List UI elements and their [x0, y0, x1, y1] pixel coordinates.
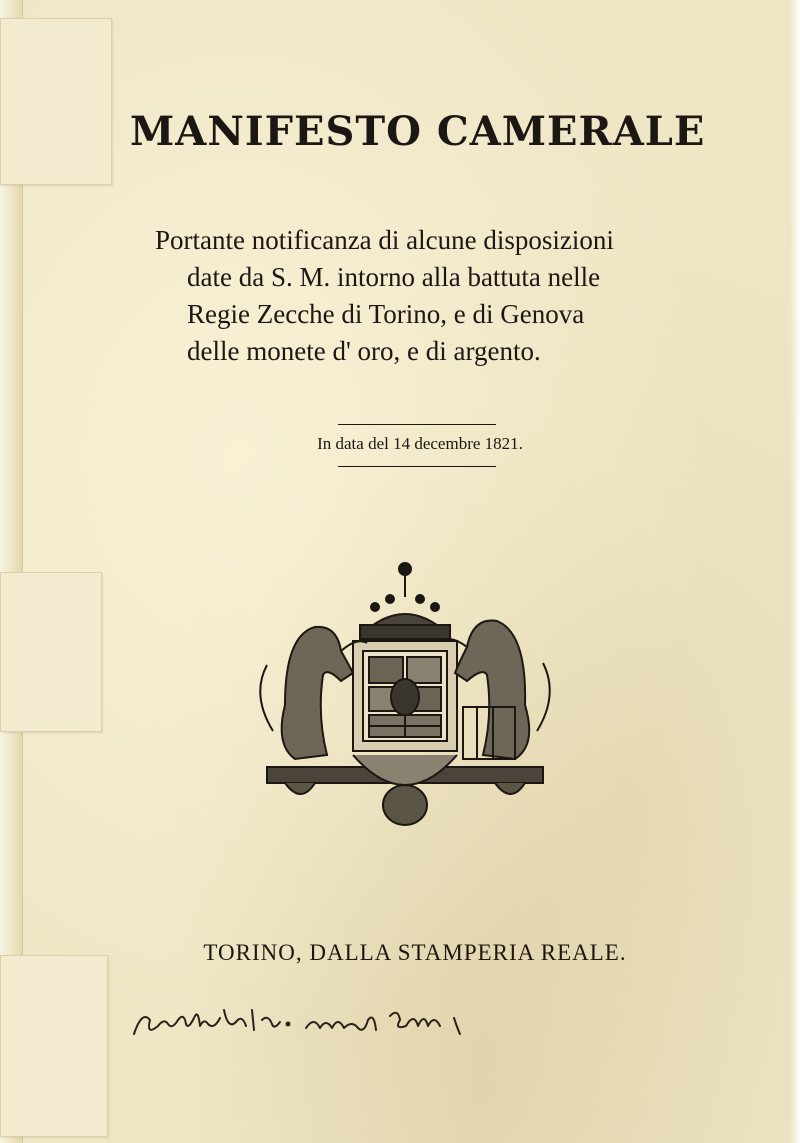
divider-rule-top	[338, 424, 496, 425]
document-title: MANIFESTO CAMERALE	[130, 108, 706, 155]
paper-tab-top	[0, 18, 112, 185]
paper-tab-bottom	[0, 955, 108, 1137]
paper-tab-middle	[0, 572, 102, 732]
coat-of-arms-emblem	[245, 555, 565, 835]
handwritten-signature	[128, 990, 488, 1050]
description-line: Portante notificanza di alcune disposizioni	[155, 225, 614, 255]
description-line: Regie Zecche di Torino, e di Genova	[187, 299, 585, 329]
document-date: In data del 14 decembre 1821.	[317, 434, 523, 453]
description-line: date da S. M. intorno alla battuta nelle	[187, 262, 601, 292]
divider-rule-bottom	[338, 466, 496, 467]
document-description	[155, 222, 695, 370]
description-line: delle monete d' oro, e di argento.	[187, 336, 541, 366]
printer-imprint: TORINO, DALLA STAMPERIA REALE.	[203, 940, 627, 965]
page-edge	[790, 0, 800, 1143]
